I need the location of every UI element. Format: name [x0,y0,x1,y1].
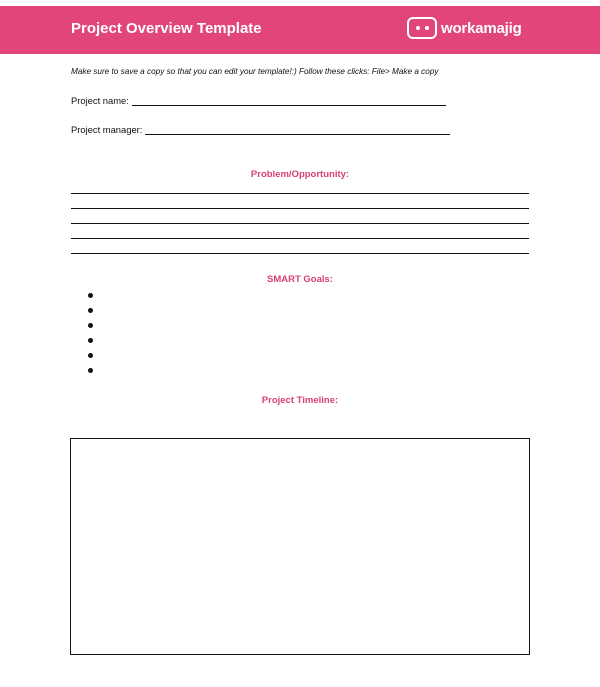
bullet-icon [88,338,93,343]
logo-eye-right [425,26,429,30]
smart-goals-heading: SMART Goals: [267,274,333,285]
bullet-icon [88,353,93,358]
timeline-box[interactable] [70,438,530,655]
bullet-icon [88,308,93,313]
logo-wordmark: workamajig [441,19,522,37]
workamajig-logo [407,16,522,40]
problem-line[interactable] [71,253,529,254]
problem-line[interactable] [71,208,529,209]
project-name-label: Project name: [71,95,129,106]
project-timeline-heading: Project Timeline: [261,395,339,406]
project-name-blank[interactable] [132,96,446,106]
problem-line[interactable] [71,193,529,194]
bullet-icon [88,323,93,328]
project-name-field[interactable] [71,95,446,106]
project-manager-field[interactable] [71,124,450,135]
robot-face-icon [407,17,437,39]
copy-instruction: Make sure to save a copy so that you can edit your template!:) Follow these clicks: File> Make a copy [71,67,439,76]
document-title: Project Overview Template [71,20,262,37]
project-manager-label: Project manager: [71,124,143,135]
problem-opportunity-heading: Problem/Opportunity: [250,169,350,180]
problem-line[interactable] [71,238,529,239]
logo-eye-left [416,26,420,30]
project-manager-blank[interactable] [145,125,450,135]
bullet-icon [88,368,93,373]
bullet-icon [88,293,93,298]
problem-line[interactable] [71,223,529,224]
